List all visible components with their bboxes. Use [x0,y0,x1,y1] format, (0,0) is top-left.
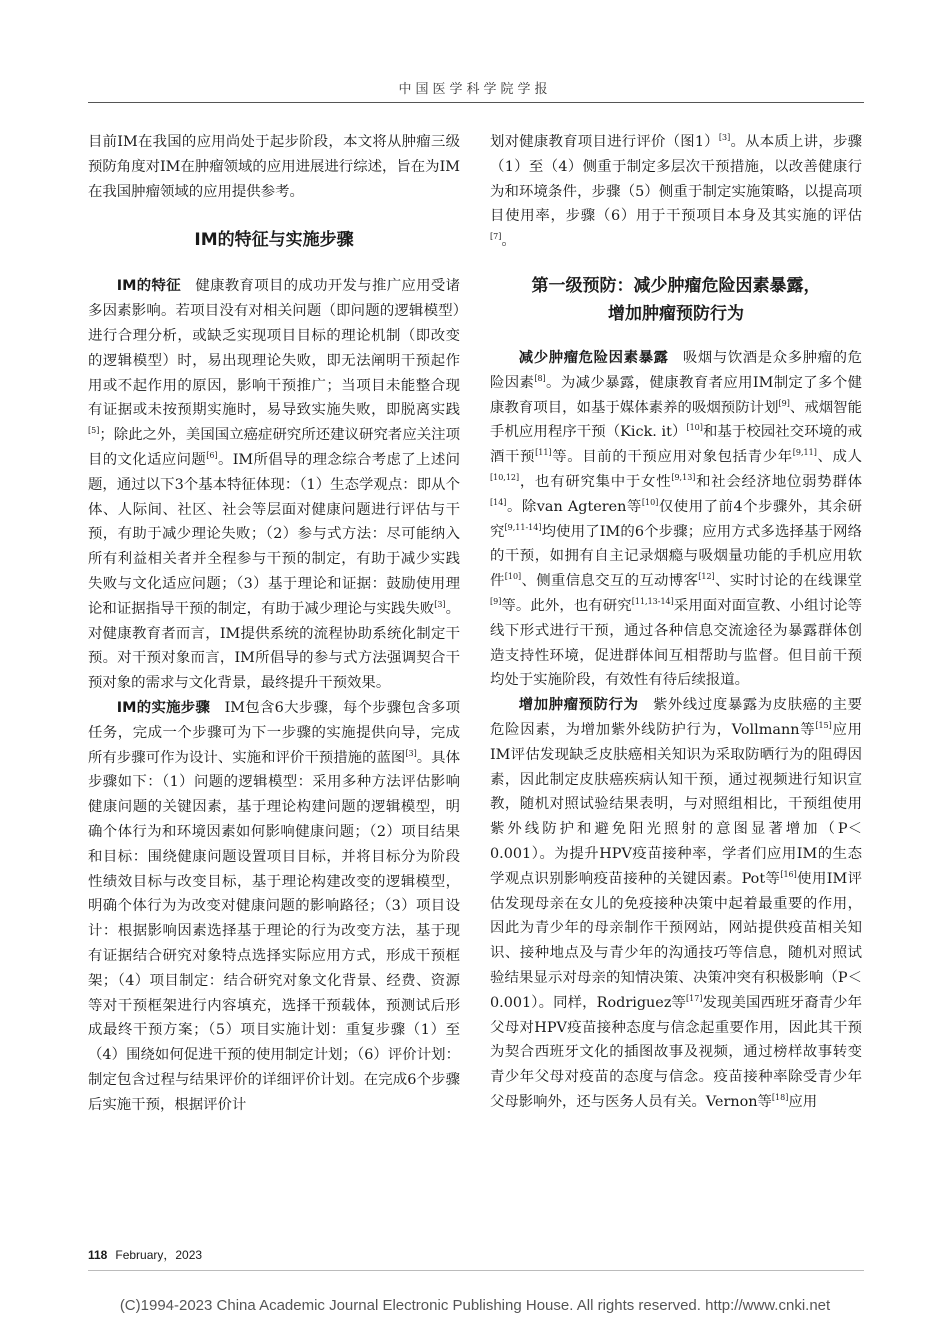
copyright-notice: (C)1994-2023 China Academic Journal Electronic Publishing House. All rights reserved. http://www.cnki.net [119,1297,831,1314]
body-text: 等。此外，也有研究 [501,597,632,614]
citation-ref[interactable]: [9,13] [671,473,696,483]
runin-heading: IM的实施步骤 [116,699,211,716]
citation-ref[interactable]: [17] [686,993,703,1003]
paragraph-prevention-behavior [490,693,862,1115]
body-text: 等。目前的干预应用对象包括青少年 [551,449,793,466]
body-text: 仅使用了前4个步骤外，其余研究 [490,498,862,540]
citation-ref[interactable]: [6] [206,451,218,461]
citation-ref[interactable]: [8] [534,373,546,383]
runin-heading: 减少肿瘤危险因素暴露 [518,349,669,366]
citation-ref[interactable]: [3] [434,599,446,609]
paragraph-im-features [88,274,460,696]
body-text: 均使用了IM的6个步骤；应用方式多选择基于网络的干预，如拥有自主记录烟瘾与吸烟量功能的手机应用软件 [490,523,862,590]
citation-ref[interactable]: [9] [490,597,502,607]
body-text: 。除van Agteren等 [506,498,642,515]
citation-ref[interactable]: [5] [88,426,100,436]
body-text: 。 [501,233,516,250]
body-text: 使用IM评估发现母亲在女儿的免疫接种决策中起着最重要的作用，因此为青少年的母亲制作干预网站，网站提供疫苗相关知识、接种地点及与青少年的沟通技巧等信息，随机对照试验结果显示对母亲的知情决策、决策冲突有积极影响（P＜0.001）。同样，Rodriguez等 [490,870,862,1011]
section-title-primary-prevention [490,272,862,328]
body-text: 健康教育项目的成功开发与推广应用受诸多因素影响。若项目没有对相关问题（即问题的逻辑模型）进行合理分析，或缺乏实现项目目标的理论机制（即改变的逻辑模型）时，易出现理论失败，即无法阐明干预起作用或不起作用的原因，影响干预推广；当项目未能整合现有证据或未按预期实施时，易导致实施失败，即脱离实践 [88,278,460,419]
citation-ref[interactable]: [10] [504,572,522,582]
citation-ref[interactable]: [3] [718,133,731,143]
header-divider [88,102,864,103]
citation-ref[interactable]: [7] [490,232,502,242]
citation-ref[interactable]: [10] [641,497,659,507]
body-text: 应用IM评估发现缺乏皮肤癌相关知识为采取防晒行为的阻碍因素，因此制定皮肤癌疾病认知干预，通过视频进行知识宣教，随机对照试验结果表明，与对照组相比，干预组使用紫外线防护和避免阳光照射的意图显著增加（P＜0.001）。为提升HPV疫苗接种率，学者们应用IM的生态学观点识别影响疫苗接种的关键因素。Pot等 [490,721,862,887]
intro-paragraph [88,130,460,204]
runin-heading: 增加肿瘤预防行为 [518,697,639,714]
body-text: 发现美国西班牙裔青少年父母对HPV疫苗接种态度与信念起重要作用，因此其干预为契合西班牙文化的插图故事及视频，通过榜样故事转变青少年父母对疫苗的态度与信念。疫苗接种率除受青少年父母影响外，还与医务人员有关。Vernon等 [490,994,862,1110]
body-text: 。IM所倡导的理念综合考虑了上述问题，通过以下3个基本特征体现：（1）生态学观点：即从个体、人际间、社区、社会等层面对健康问题进行评估与干预，有助于减少理论失败；（2）参与式方法：尽可能纳入所有利益相关者并全程参与干预的制定，有助于减少实践失败与文化适应问题；（3）基于理论和证据：鼓励使用理论和证据指导干预的制定，有助于减少理论与实践失败 [88,451,460,617]
citation-ref[interactable]: [12] [698,572,715,582]
paragraph-continued [490,130,862,254]
body-text: 采用面对面宣教、小组讨论等线下形式进行干预，通过各种信息交流途径为暴露群体创造支持性环境，促进群体间互相帮助与监督。但目前干预均处于实施阶段，有效性有待后续报道。 [490,597,862,689]
body-text: 应用 [788,1093,818,1110]
citation-ref[interactable]: [10,12] [490,473,520,483]
body-text: 、实时讨论的在线课堂 [714,573,862,590]
section-title-im-features: IM的特征与实施步骤 [194,230,354,251]
citation-ref[interactable]: [3] [405,748,417,758]
citation-ref[interactable]: [14] [490,497,507,507]
section-title-line: 增加肿瘤预防行为 [608,303,744,324]
body-text: 和基于校园社交环境的戒酒干预 [490,424,862,466]
body-text: 、成人 [816,449,862,466]
right-column [490,130,862,1115]
footer-divider [88,1270,864,1271]
runin-heading: IM的特征 [116,278,181,295]
body-text: IM包含6大步骤，每个步骤包含多项任务，完成一个步骤可为下一步骤的实施提供向导，完成所有步骤可作为设计、实施和评价干预措施的蓝图 [88,699,460,766]
citation-ref[interactable]: [9,11] [792,448,817,458]
citation-ref[interactable]: [9,11-14] [504,522,542,532]
body-text: 和社会经济地位弱势群体 [695,473,862,490]
section-title-line: 第一级预防：减少肿瘤危险因素暴露， [531,275,821,296]
body-text: 紫外线过度暴露为皮肤癌的主要危险因素，为增加紫外线防护行为，Vollmann等 [490,697,862,738]
citation-ref[interactable]: [16] [780,869,797,879]
body-text: 。从本质上讲，步骤（1）至（4）侧重于制定多层次干预措施，以改善健康行为和环境条件，步骤（5）侧重于制定实施策略，以提高项目使用率，步骤（6）用于干预项目本身及其实施的评估 [490,134,862,225]
page-folio [88,1246,202,1263]
citation-ref[interactable]: [11] [535,448,552,458]
citation-ref[interactable]: [15] [815,721,832,731]
body-text: 、戒烟智能手机应用程序干预（Kick. it） [490,399,862,441]
body-text: ，也有研究集中于女性 [519,473,672,490]
body-text: 划对健康教育项目进行评价（图1） [490,134,719,150]
body-text: 。具体步骤如下：（1）问题的逻辑模型：采用多种方法评估影响健康问题的关键因素，基于理论构建问题的逻辑模型，明确个体行为和环境因素如何影响健康问题；（2）项目结果和目标：围绕健康问题设置项目目标，并将目标分为阶段性绩效目标与改变目标，基于理论构建改变的逻辑模型，明确个体行为为改变对健康问题的影响路径；（3）项目设计：根据影响因素选择基于理论的行为改变方法，基于现有证据结合研究对象特点选择实际应用方式，形成干预框架；（4）项目制定：结合研究对象文化背景、经费、资源等对干预框架进行内容填充，选择干预载体，预测试后形成最终干预方案；（5）项目实施计划：重复步骤（1）至（4）围绕如何促进干预的使用制定计划；（6）评价计划：制定包含过程与结果评价的详细评价计划。在完成6个步骤后实施干预，根据评价计 [88,749,460,1113]
running-head: 中国医学科学院学报 [398,82,552,97]
body-text: 吸烟与饮酒是众多肿瘤的危险因素 [490,349,862,391]
citation-ref[interactable]: [10] [686,423,703,433]
body-text: ；除此之外，美国国立癌症研究所还建议研究者应关注项目的文化适应问题 [88,427,460,468]
issue-date: February，2023 [115,1248,203,1262]
body-text: 、侧重信息交互的互动博客 [521,573,699,590]
citation-ref[interactable]: [9] [778,398,790,408]
body-text: 。对健康教育者而言，IM提供系统的流程协助系统化制定干预。对干预对象而言，IM所倡导的参与式方法强调契合干预对象的需求与文化背景，最终提升干预效果。 [88,600,460,692]
page-number: 118 [88,1248,108,1262]
intro-text: 目前IM在我国的应用尚处于起步阶段，本文将从肿瘤三级预防角度对IM在肿瘤领域的应用进展进行综述，旨在为IM在我国肿瘤领域的应用提供参考。 [88,134,460,200]
citation-ref[interactable]: [11,13-14] [631,597,674,607]
body-text: 。为减少暴露，健康教育者应用IM制定了多个健康教育项目，如基于媒体素养的吸烟预防计划 [490,374,862,416]
paragraph-im-steps [88,696,460,1118]
citation-ref[interactable]: [18] [771,1093,789,1103]
left-column [88,130,460,1117]
paragraph-reduce-exposure [490,346,862,693]
